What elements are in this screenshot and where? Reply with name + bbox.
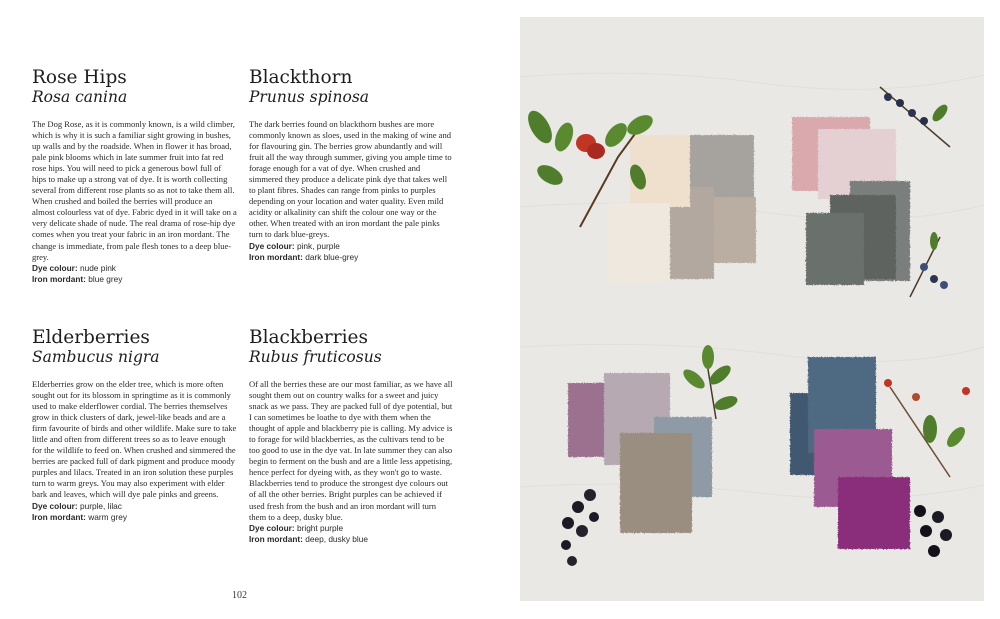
entry-latin-name: Rubus fruticosus: [249, 348, 382, 366]
blackberry-icon: [940, 529, 952, 541]
entry-title: Rose Hips: [32, 67, 127, 88]
dye-colour-value: purple, lilac: [79, 500, 122, 511]
iron-mordant-label: Iron mordant:: [249, 251, 303, 262]
sloe-berry-icon: [896, 99, 904, 107]
elderberry-icon: [576, 525, 588, 537]
entry-latin-name: Prunus spinosa: [249, 88, 370, 106]
elderberry-icon: [589, 512, 599, 522]
entry-body: The Dog Rose, as it is commonly known, is a wild climber, which is why it is such a familiar sight growing in bushes, up walls and by the roadside. When in flower it has broad, pale pink blooms which in late summer fruit into fat red rose hips. You will need to pick a generous bowl full of hips to make up a strong vat of dye. It is worth collecting several from different rose plants so as not to take them all. When crushed and boiled the berries will produce an almost colourless vat of dye. Fabric dyed in it will take on a very delicate shade of nude. The real drama of rose-hip dye comes when you treat your fabric in an iron mordant. The change is immediate, from pale flesh tones to a deep blue-grey.: [32, 119, 237, 262]
iron-mordant-line: [32, 274, 237, 285]
wooden-background: [520, 17, 984, 601]
dye-colour-label: Dye colour:: [32, 500, 78, 511]
sloe-berry-icon: [920, 263, 928, 271]
rose-hip-berry-icon: [587, 143, 605, 159]
leaf-icon: [923, 415, 937, 443]
dye-colour-value: pink, purple: [296, 240, 340, 251]
dye-colour-line: [249, 241, 454, 252]
elderberry-icon: [567, 556, 577, 566]
dyed-fabric-photo: [520, 17, 984, 601]
entry-latin-name: Rosa canina: [32, 88, 128, 106]
iron-mordant-line: [32, 512, 237, 523]
swatch-ivory: [608, 203, 670, 283]
elderberry-icon: [572, 501, 584, 513]
entry-body: The dark berries found on blackthorn bushes are more commonly known as sloes, used in the making of wine and for flavouring gin. The berries grow abundantly and will fruit all the way through summer, giving you ample time to forage enough for a vat of dye. When crushed and simmered they produce a delicate pink dye that takes well to plant fibres. Shades can range from pinks to purples depending on your location and water quality. Even mild acidity or alkalinity can shift the colour one way or the other. When treated with an iron mordant the pale pinks turn to dark blue-greys.: [249, 119, 452, 240]
swatch-purple: [568, 383, 610, 457]
iron-mordant-value: deep, dusky blue: [305, 533, 368, 544]
dye-colour-value: nude pink: [79, 262, 116, 273]
entry-body: Of all the berries these are our most familiar, as we have all sought them out on country walks for a sweet and juicy snack as we pass. They are packed full of dye potential, but I can sometimes be loathe to dye with them when the thought of apple and blackberry pie is calling. My advice is to forage for wild blackberries, as the cultivars tend to be too good to use in the dye vat. In late summer they can also begin to ferment on the bush and are a little less appetising, hence perfect for dyeing with, as they won't go to waste. Blackberries tend to produce the strongest dye colours out of all the other berries. Bright purples can be achieved if used fresh from the bush and an iron mordant will turn them to a deep, dusky blue.: [249, 379, 453, 522]
iron-mordant-value: warm grey: [88, 511, 127, 522]
page-number: 102: [232, 590, 247, 601]
dye-colour-label: Dye colour:: [32, 262, 78, 273]
blackberry-icon: [928, 545, 940, 557]
photo-illustration: [520, 17, 984, 601]
dye-colour-line: [32, 501, 237, 512]
swatch-bright-purple: [838, 477, 910, 549]
sloe-berry-icon: [884, 93, 892, 101]
iron-mordant-label: Iron mordant:: [32, 511, 86, 522]
iron-mordant-label: Iron mordant:: [32, 273, 86, 284]
sloe-berry-icon: [908, 109, 916, 117]
elderberry-icon: [561, 540, 571, 550]
iron-mordant-label: Iron mordant:: [249, 533, 303, 544]
iron-mordant-line: [249, 534, 454, 545]
blackberry-icon: [932, 511, 944, 523]
sloe-berry-icon: [920, 117, 928, 125]
leaf-icon: [930, 232, 938, 250]
blackberry-icon: [920, 525, 932, 537]
rose-hip-swatches: [608, 135, 756, 283]
blackberry-icon: [914, 505, 926, 517]
dye-colour-line: [249, 523, 454, 534]
dye-colour-label: Dye colour:: [249, 522, 295, 533]
entry-title: Elderberries: [32, 327, 150, 348]
entry-title: Blackberries: [249, 327, 368, 348]
elderberry-icon: [584, 489, 596, 501]
unripe-berry-icon: [884, 379, 892, 387]
entry-elderberries: [32, 327, 237, 523]
dye-colour-label: Dye colour:: [249, 240, 295, 251]
elderberry-icon: [562, 517, 574, 529]
iron-mordant-line: [249, 252, 454, 263]
entry-blackthorn: [249, 67, 454, 263]
entry-latin-name: Sambucus nigra: [32, 348, 160, 366]
entry-rose-hips: [32, 67, 237, 285]
iron-mordant-value: blue grey: [88, 273, 123, 284]
swatch-slate: [806, 213, 864, 285]
swatch-warm-grey: [620, 433, 692, 533]
sloe-berry-icon: [940, 281, 948, 289]
iron-mordant-value: dark blue-grey: [305, 251, 359, 262]
entry-blackberries: [249, 327, 454, 545]
dye-colour-value: bright purple: [296, 522, 344, 533]
entry-body: Elderberries grow on the elder tree, which is more often sought out for its blossom in springtime as it is commonly used to make elderflower cordial. The berries themselves grow in thick clusters of dark, jewel-like beads and are a firm favourite of birds and other wildlife. Make sure to take little and often from different trees so as to leave enough for the wildlife to feed on. When crushed and simmered the berries are packed full of dark pigment and produce moody purples and lilacs. Treated in an iron solution these purples turn to warm greys. You may also experiment with elder bark and leaves, which will dye pale pinks and greens.: [32, 379, 237, 500]
leaf-icon: [702, 345, 714, 369]
unripe-berry-icon: [962, 387, 970, 395]
dye-colour-line: [32, 263, 237, 274]
entry-title: Blackthorn: [249, 67, 353, 88]
unripe-berry-icon: [912, 393, 920, 401]
sloe-berry-icon: [930, 275, 938, 283]
